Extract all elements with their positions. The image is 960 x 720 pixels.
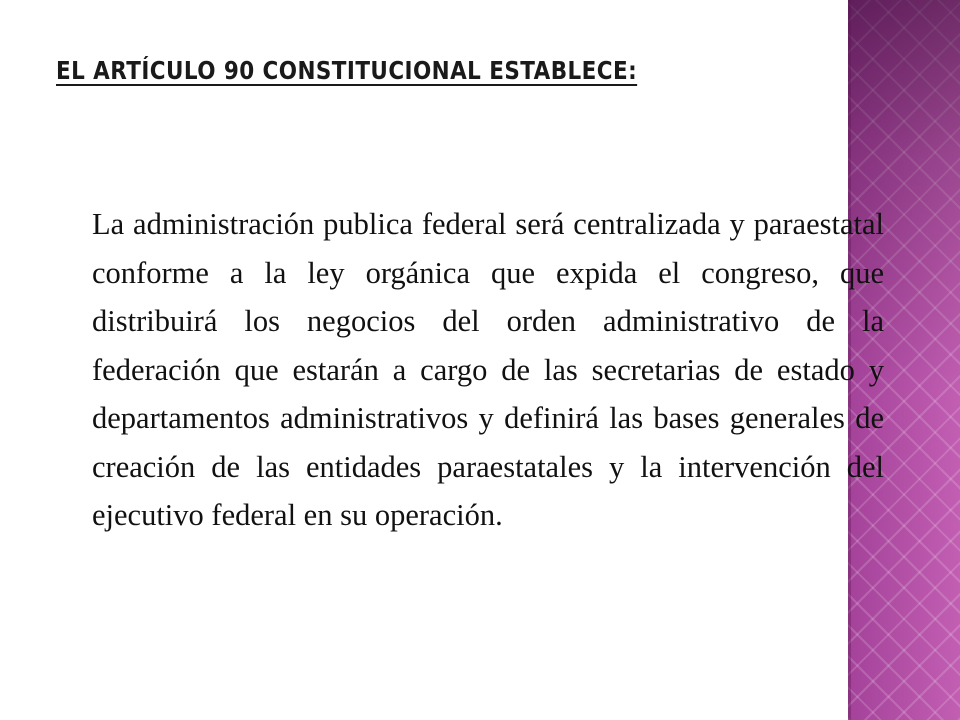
slide-body-text: La administración publica federal será centralizada y paraestatal conforme a la ley orgánica que expida el congreso, que distribuirá los negocios del orden administrativo de la federación que estarán a cargo de las secretarias de estado y departamentos administrativos y definirá las bases generales de creación de las entidades paraestatales y la intervención del ejecutivo federal en su operación. (92, 207, 884, 532)
slide-title: EL ARTÍCULO 90 CONSTITUCIONAL ESTABLECE: (56, 56, 638, 85)
